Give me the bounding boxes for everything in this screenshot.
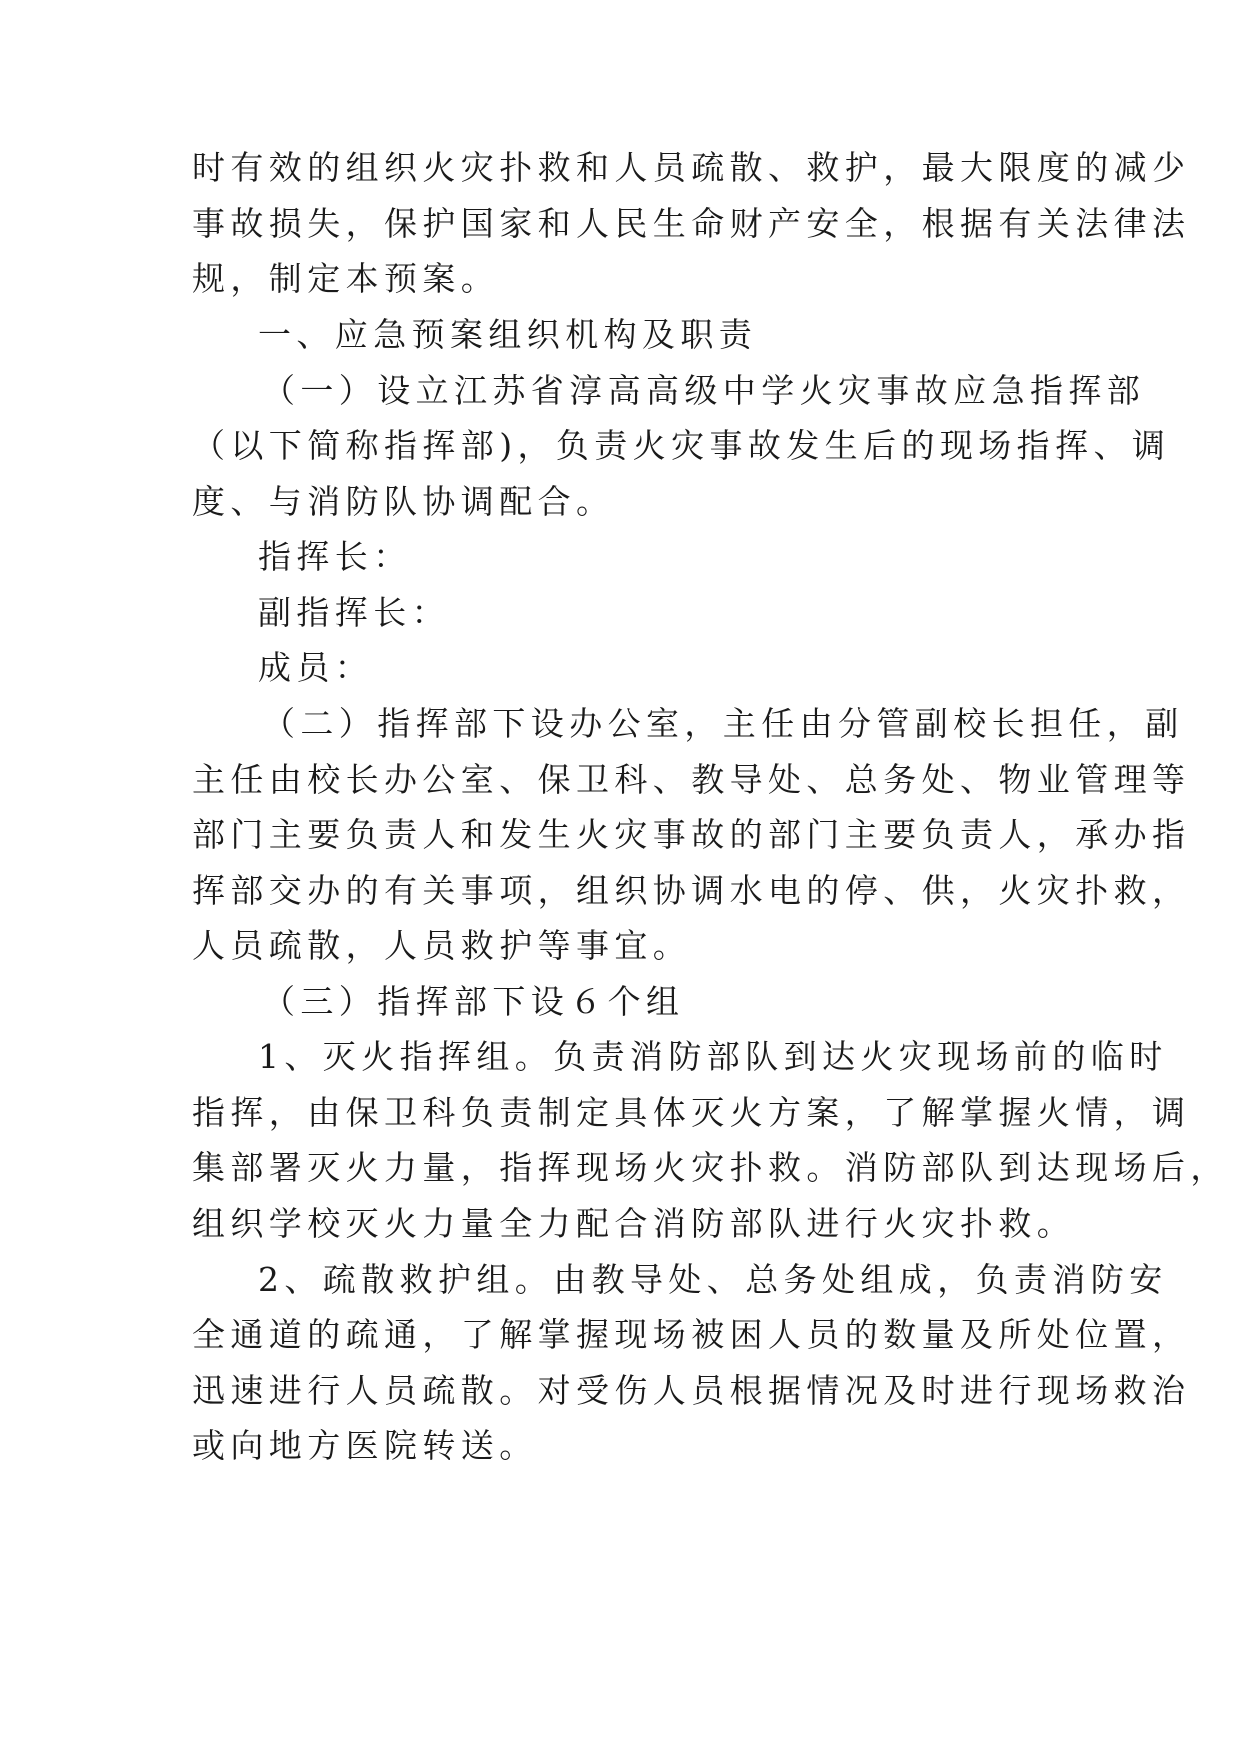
text-line: （二）指挥部下设办公室，主任由分管副校长担任，副 <box>262 704 1184 743</box>
text-line: 人员疏散，人员救护等事宜。 <box>192 926 692 965</box>
commander-label: 指挥长： <box>258 537 412 576</box>
text-line: 迅速进行人员疏散。对受伤人员根据情况及时进行现场救治 <box>192 1371 1191 1410</box>
text-line: 指挥，由保卫科负责制定具体灭火方案，了解掌握火情，调 <box>192 1093 1191 1132</box>
text-line: 主任由校长办公室、保卫科、教导处、总务处、物业管理等 <box>192 760 1191 799</box>
subsection-heading: （三）指挥部下设６个组 <box>262 982 685 1021</box>
deputy-commander-label: 副指挥长： <box>258 593 450 632</box>
text-line: 时有效的组织火灾扑救和人员疏散、救护，最大限度的减少 <box>192 148 1191 187</box>
text-line: 度、与消防队协调配合。 <box>192 482 615 521</box>
text-line: 挥部交办的有关事项，组织协调水电的停、供，火灾扑救， <box>192 871 1191 910</box>
text-line: 规，制定本预案。 <box>192 259 500 298</box>
section-heading: 一、应急预案组织机构及职责 <box>258 315 758 354</box>
members-label: 成员： <box>258 648 374 687</box>
text-line: 1、灭火指挥组。负责消防部队到达火灾现场前的临时 <box>258 1037 1168 1076</box>
text-line: 组织学校灭火力量全力配合消防部队进行火灾扑救。 <box>192 1204 1076 1243</box>
text-line: （以下简称指挥部)，负责火灾事故发生后的现场指挥、调 <box>192 426 1171 465</box>
text-line: 部门主要负责人和发生火灾事故的部门主要负责人，承办指 <box>192 815 1191 854</box>
text-line: 事故损失，保护国家和人民生命财产安全，根据有关法律法 <box>192 204 1191 243</box>
text-line: 2、疏散救护组。由教导处、总务处组成，负责消防安 <box>258 1260 1168 1299</box>
text-line: （一）设立江苏省淳高高级中学火灾事故应急指挥部 <box>262 371 1146 410</box>
text-line: 集部署灭火力量，指挥现场火灾扑救。消防部队到达现场后， <box>192 1148 1229 1187</box>
text-line: 全通道的疏通，了解掌握现场被困人员的数量及所处位置， <box>192 1315 1191 1354</box>
text-line: 或向地方医院转送。 <box>192 1426 538 1465</box>
